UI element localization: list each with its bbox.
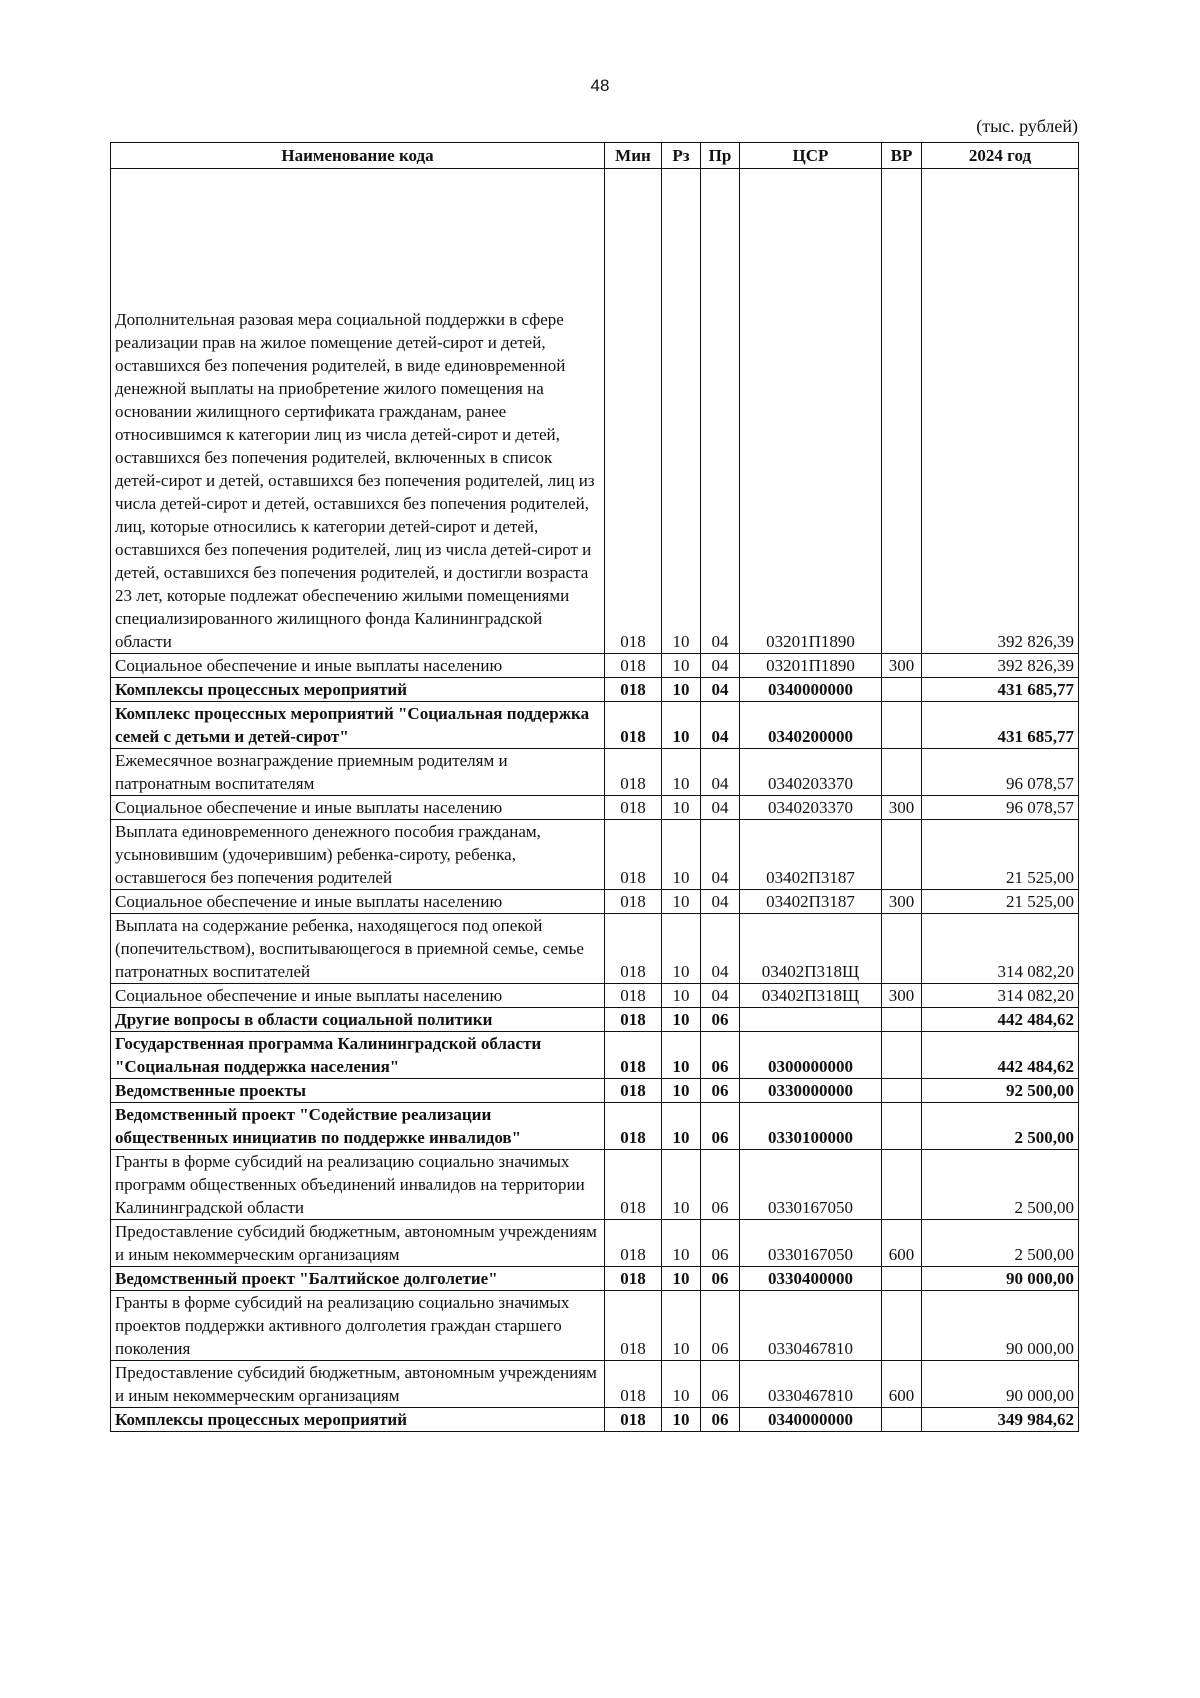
cell-pr: 06 — [701, 1267, 740, 1291]
table-row — [111, 1408, 1079, 1432]
cell-pr: 06 — [701, 1150, 740, 1220]
table-header — [111, 143, 1079, 169]
cell-rz: 10 — [662, 1220, 701, 1267]
cell-vr — [882, 914, 922, 984]
cell-vr — [882, 1408, 922, 1432]
cell-rz: 10 — [662, 702, 701, 749]
cell-name: Предоставление субсидий бюджетным, автономным учреждениям и иным некоммерческим организациям — [111, 1361, 605, 1408]
table-row — [111, 1150, 1079, 1220]
cell-min: 018 — [605, 890, 662, 914]
cell-sum: 349 984,62 — [922, 1408, 1079, 1432]
table-row — [111, 796, 1079, 820]
cell-name: Другие вопросы в области социальной политики — [111, 1008, 605, 1032]
table-row — [111, 1291, 1079, 1361]
cell-sum: 431 685,77 — [922, 702, 1079, 749]
table-row — [111, 169, 1079, 654]
page-number: 48 — [590, 76, 610, 95]
cell-name: Дополнительная разовая мера социальной поддержки в сфере реализации прав на жилое помещение детей-сирот и детей, оставшихся без попечения родителей, в виде единовременной денежной выплаты на приобретение жилого помещения на основании жилищного сертификата гражданам, ранее относившимся к категории лиц из числа детей-сирот и детей, оставшихся без попечения родителей, включенных в список детей-сирот и детей, оставшихся без попечения родителей, лиц из числа детей-сирот и детей, оставшихся без попечения родителей, лиц, которые относились к категории детей-сирот и детей, оставшихся без попечения родителей, лиц из числа детей-сирот и детей, оставшихся без попечения родителей, и достигли возраста 23 лет, которые подлежат обеспечению жилыми помещениями специализированного жилищного фонда Калининградской области — [111, 169, 605, 654]
cell-name: Ведомственный проект "Содействие реализации общественных инициатив по поддержке инвалидов" — [111, 1103, 605, 1150]
cell-pr: 06 — [701, 1408, 740, 1432]
cell-csr: 0330167050 — [740, 1150, 882, 1220]
cell-rz: 10 — [662, 678, 701, 702]
cell-pr: 04 — [701, 749, 740, 796]
cell-name: Гранты в форме субсидий на реализацию социально значимых программ общественных объединений инвалидов на территории Калининградской области — [111, 1150, 605, 1220]
cell-vr — [882, 678, 922, 702]
header-name: Наименование кода — [111, 143, 605, 169]
cell-csr: 0330100000 — [740, 1103, 882, 1150]
cell-name: Государственная программа Калининградской области "Социальная поддержка населения" — [111, 1032, 605, 1079]
cell-pr: 04 — [701, 984, 740, 1008]
cell-sum: 90 000,00 — [922, 1291, 1079, 1361]
cell-rz: 10 — [662, 984, 701, 1008]
cell-rz: 10 — [662, 1267, 701, 1291]
cell-rz: 10 — [662, 1008, 701, 1032]
cell-min: 018 — [605, 1291, 662, 1361]
cell-csr: 0330467810 — [740, 1361, 882, 1408]
cell-vr — [882, 1267, 922, 1291]
cell-rz: 10 — [662, 169, 701, 654]
cell-min: 018 — [605, 1032, 662, 1079]
cell-csr: 0340203370 — [740, 749, 882, 796]
cell-sum: 314 082,20 — [922, 914, 1079, 984]
cell-rz: 10 — [662, 1291, 701, 1361]
cell-rz: 10 — [662, 1150, 701, 1220]
cell-rz: 10 — [662, 654, 701, 678]
cell-rz: 10 — [662, 749, 701, 796]
cell-min: 018 — [605, 678, 662, 702]
cell-csr: 0340000000 — [740, 1408, 882, 1432]
table-row — [111, 1032, 1079, 1079]
cell-name: Социальное обеспечение и иные выплаты населению — [111, 796, 605, 820]
table-row — [111, 1103, 1079, 1150]
cell-rz: 10 — [662, 1361, 701, 1408]
cell-min: 018 — [605, 1008, 662, 1032]
cell-rz: 10 — [662, 796, 701, 820]
cell-pr: 06 — [701, 1008, 740, 1032]
table-row — [111, 1220, 1079, 1267]
cell-min: 018 — [605, 1150, 662, 1220]
cell-sum: 96 078,57 — [922, 796, 1079, 820]
cell-pr: 06 — [701, 1103, 740, 1150]
cell-name: Ежемесячное вознаграждение приемным родителям и патронатным воспитателям — [111, 749, 605, 796]
cell-vr: 300 — [882, 984, 922, 1008]
cell-csr: 0330400000 — [740, 1267, 882, 1291]
cell-csr: 03402П3187 — [740, 820, 882, 890]
cell-csr: 0300000000 — [740, 1032, 882, 1079]
table-row — [111, 654, 1079, 678]
cell-vr — [882, 1079, 922, 1103]
cell-name: Социальное обеспечение и иные выплаты населению — [111, 654, 605, 678]
cell-sum: 392 826,39 — [922, 169, 1079, 654]
cell-min: 018 — [605, 1079, 662, 1103]
table-row — [111, 749, 1079, 796]
cell-pr: 06 — [701, 1079, 740, 1103]
cell-min: 018 — [605, 702, 662, 749]
cell-pr: 06 — [701, 1291, 740, 1361]
cell-vr: 300 — [882, 796, 922, 820]
header-min: Мин — [605, 143, 662, 169]
cell-min: 018 — [605, 1220, 662, 1267]
cell-name: Гранты в форме субсидий на реализацию социально значимых проектов поддержки активного долголетия граждан старшего поколения — [111, 1291, 605, 1361]
cell-csr: 0330000000 — [740, 1079, 882, 1103]
cell-pr: 04 — [701, 914, 740, 984]
table-row — [111, 914, 1079, 984]
cell-csr: 0330167050 — [740, 1220, 882, 1267]
cell-name: Социальное обеспечение и иные выплаты населению — [111, 890, 605, 914]
table-row — [111, 702, 1079, 749]
cell-csr: 0330467810 — [740, 1291, 882, 1361]
header-sum: 2024 год — [922, 143, 1079, 169]
cell-min: 018 — [605, 1267, 662, 1291]
cell-vr — [882, 702, 922, 749]
cell-csr: 03201П1890 — [740, 654, 882, 678]
cell-min: 018 — [605, 820, 662, 890]
cell-pr: 04 — [701, 702, 740, 749]
cell-rz: 10 — [662, 1079, 701, 1103]
table-row — [111, 678, 1079, 702]
cell-sum: 21 525,00 — [922, 890, 1079, 914]
header-csr: ЦСР — [740, 143, 882, 169]
cell-sum: 90 000,00 — [922, 1267, 1079, 1291]
cell-csr: 03402П3187 — [740, 890, 882, 914]
cell-name: Ведомственные проекты — [111, 1079, 605, 1103]
cell-name: Комплекс процессных мероприятий "Социальная поддержка семей с детьми и детей-сирот" — [111, 702, 605, 749]
cell-name: Социальное обеспечение и иные выплаты населению — [111, 984, 605, 1008]
table-row — [111, 1361, 1079, 1408]
cell-csr: 03402П318Щ — [740, 984, 882, 1008]
cell-csr — [740, 1008, 882, 1032]
cell-sum: 431 685,77 — [922, 678, 1079, 702]
cell-vr — [882, 1008, 922, 1032]
cell-name: Предоставление субсидий бюджетным, автономным учреждениям и иным некоммерческим организациям — [111, 1220, 605, 1267]
cell-pr: 06 — [701, 1032, 740, 1079]
cell-pr: 04 — [701, 796, 740, 820]
cell-min: 018 — [605, 796, 662, 820]
table-body — [111, 169, 1079, 1432]
cell-csr: 03402П318Щ — [740, 914, 882, 984]
cell-name: Комплексы процессных мероприятий — [111, 1408, 605, 1432]
table-row — [111, 984, 1079, 1008]
cell-vr — [882, 1103, 922, 1150]
cell-vr: 300 — [882, 654, 922, 678]
cell-vr — [882, 820, 922, 890]
cell-pr: 04 — [701, 890, 740, 914]
cell-min: 018 — [605, 1361, 662, 1408]
cell-name: Комплексы процессных мероприятий — [111, 678, 605, 702]
cell-sum: 442 484,62 — [922, 1008, 1079, 1032]
cell-sum: 2 500,00 — [922, 1103, 1079, 1150]
cell-sum: 314 082,20 — [922, 984, 1079, 1008]
cell-min: 018 — [605, 749, 662, 796]
cell-rz: 10 — [662, 890, 701, 914]
cell-sum: 90 000,00 — [922, 1361, 1079, 1408]
cell-name: Выплата на содержание ребенка, находящегося под опекой (попечительством), воспитывающегося в приемной семье, семье патронатных воспитателей — [111, 914, 605, 984]
cell-csr: 0340000000 — [740, 678, 882, 702]
header-pr: Пр — [701, 143, 740, 169]
cell-sum: 2 500,00 — [922, 1150, 1079, 1220]
cell-min: 018 — [605, 984, 662, 1008]
cell-pr: 04 — [701, 654, 740, 678]
cell-vr — [882, 169, 922, 654]
cell-vr — [882, 749, 922, 796]
table-row — [111, 1079, 1079, 1103]
cell-csr: 0340203370 — [740, 796, 882, 820]
cell-vr — [882, 1150, 922, 1220]
table-row — [111, 1267, 1079, 1291]
cell-csr: 03201П1890 — [740, 169, 882, 654]
cell-rz: 10 — [662, 1103, 701, 1150]
cell-pr: 04 — [701, 678, 740, 702]
cell-min: 018 — [605, 1103, 662, 1150]
cell-name: Ведомственный проект "Балтийское долголетие" — [111, 1267, 605, 1291]
cell-sum: 442 484,62 — [922, 1032, 1079, 1079]
cell-sum: 2 500,00 — [922, 1220, 1079, 1267]
cell-pr: 06 — [701, 1361, 740, 1408]
cell-pr: 06 — [701, 1220, 740, 1267]
cell-name: Выплата единовременного денежного пособия гражданам, усыновившим (удочерившим) ребенка-сироту, ребенка, оставшегося без попечения родителей — [111, 820, 605, 890]
header-rz: Рз — [662, 143, 701, 169]
cell-sum: 392 826,39 — [922, 654, 1079, 678]
cell-rz: 10 — [662, 820, 701, 890]
cell-rz: 10 — [662, 1032, 701, 1079]
cell-vr: 300 — [882, 890, 922, 914]
budget-table — [110, 142, 1079, 1432]
cell-sum: 96 078,57 — [922, 749, 1079, 796]
cell-min: 018 — [605, 1408, 662, 1432]
cell-sum: 92 500,00 — [922, 1079, 1079, 1103]
table-row — [111, 1008, 1079, 1032]
cell-pr: 04 — [701, 169, 740, 654]
cell-csr: 0340200000 — [740, 702, 882, 749]
cell-vr: 600 — [882, 1361, 922, 1408]
cell-vr — [882, 1291, 922, 1361]
cell-pr: 04 — [701, 820, 740, 890]
cell-min: 018 — [605, 169, 662, 654]
cell-sum: 21 525,00 — [922, 820, 1079, 890]
cell-min: 018 — [605, 654, 662, 678]
cell-min: 018 — [605, 914, 662, 984]
cell-rz: 10 — [662, 1408, 701, 1432]
table-row — [111, 820, 1079, 890]
units-note: (тыс. рублей) — [976, 116, 1078, 136]
cell-vr: 600 — [882, 1220, 922, 1267]
cell-vr — [882, 1032, 922, 1079]
cell-rz: 10 — [662, 914, 701, 984]
table-row — [111, 890, 1079, 914]
header-vr: ВР — [882, 143, 922, 169]
